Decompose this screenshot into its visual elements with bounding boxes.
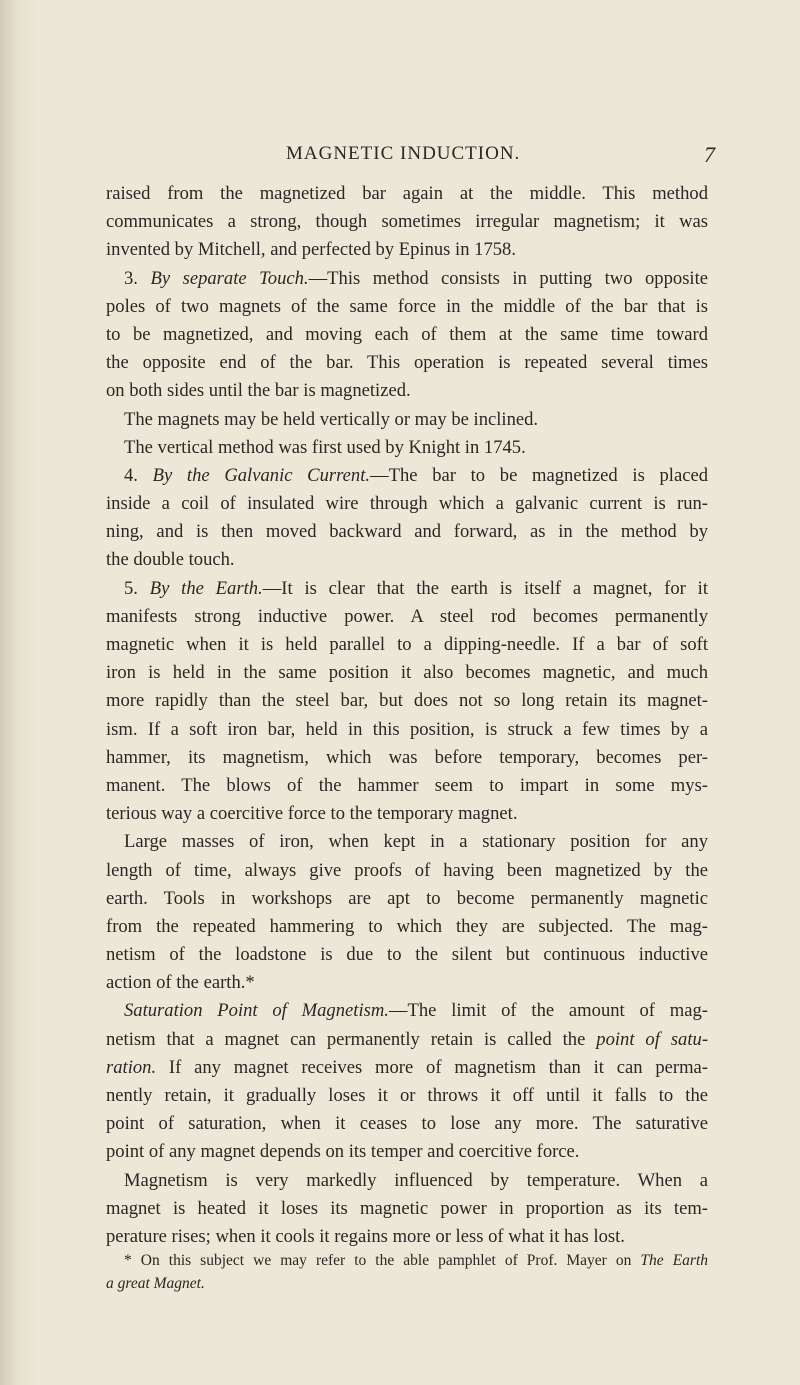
text-line: to be magnetized, and moving each of them at the same time toward [106, 323, 708, 345]
text-line: manent. The blows of the hammer seem to impart in some mys- [106, 774, 708, 796]
text-line: point of saturation, when it ceases to lose any more. The saturative [106, 1113, 708, 1135]
italic-phrase: By separate Touch. [150, 267, 309, 289]
text-line: netism that a magnet can permanently retain is called the point of satu- [106, 1028, 708, 1050]
text-line: perature rises; when it cools it regains more or less of what it has lost. [106, 1225, 625, 1247]
paragraph-separate-touch: 3. By separate Touch.—This method consists in putting two opposite [124, 267, 708, 289]
text-line: ning, and is then moved backward and forward, as in the method by [106, 521, 708, 543]
text-line: the opposite end of the bar. This operation is repeated several times [106, 352, 708, 374]
text-line: netism of the loadstone is due to the silent but continuous inductive [106, 944, 708, 966]
text-line: inside a coil of insulated wire through which a galvanic current is run- [106, 493, 708, 515]
text-line: the double touch. [106, 549, 235, 571]
text-line: on both sides until the bar is magnetized. [106, 380, 411, 402]
text-line: communicates a strong, though sometimes irregular magnetism; it was [106, 211, 708, 233]
text-line: poles of two magnets of the same force in the middle of the bar that is [106, 295, 708, 317]
paragraph-saturation-point: Saturation Point of Magnetism.—The limit of the amount of mag- [124, 1000, 708, 1022]
italic-phrase: point of satu- [596, 1028, 708, 1050]
running-title: MAGNETIC INDUCTION. [286, 143, 521, 164]
italic-phrase: a great Magnet. [106, 1275, 205, 1292]
italic-phrase: The Earth [640, 1252, 708, 1269]
running-head [286, 142, 716, 169]
italic-phrase: By the Earth. [149, 577, 263, 599]
page-number: 7 [704, 142, 716, 167]
italic-phrase: By the Galvanic Current. [152, 464, 371, 486]
body-text [106, 180, 708, 1251]
text-line: point of any magnet depends on its temper and coercitive force. [106, 1141, 580, 1163]
text-line: from the repeated hammering to which they are subjected. The mag- [106, 915, 708, 937]
text-line: manifests strong inductive power. A steel rod becomes permanently [106, 605, 708, 627]
text-line: hammer, its magnetism, which was before temporary, becomes per- [106, 746, 708, 768]
paragraph-temperature: Magnetism is very markedly influenced by temperature. When a [124, 1169, 708, 1191]
text-line: invented by Mitchell, and perfected by Epinus in 1758. [106, 239, 516, 261]
paragraph-galvanic-current: 4. By the Galvanic Current.—The bar to be magnetized is placed [124, 464, 708, 486]
text-line: The magnets may be held vertically or may be inclined. [124, 408, 539, 430]
text-line: earth. Tools in workshops are apt to become permanently magnetic [106, 887, 708, 909]
paragraph-large-masses: Large masses of iron, when kept in a stationary position for any [124, 831, 708, 853]
text-line: magnetic when it is held parallel to a dipping-needle. If a bar of soft [106, 634, 708, 655]
footnote-line [106, 1272, 708, 1295]
text-line: ism. If a soft iron bar, held in this position, is struck a few times by a [106, 718, 708, 740]
text-line: raised from the magnetized bar again at the middle. This method [106, 183, 708, 204]
footnote [106, 1249, 708, 1295]
italic-phrase: ration. [106, 1056, 157, 1078]
text-line: ration. If any magnet receives more of magnetism than it can perma- [106, 1056, 708, 1078]
text-line: more rapidly than the steel bar, but does not so long retain its magnet- [106, 690, 708, 712]
footnote-line: * On this subject we may refer to the able pamphlet of Prof. Mayer on The Earth [124, 1252, 708, 1269]
text-line: action of the earth.* [106, 972, 255, 994]
text-line: length of time, always give proofs of having been magnetized by the [106, 859, 708, 881]
italic-phrase: Saturation Point of Magnetism. [124, 1000, 389, 1022]
text-line: iron is held in the same position it also becomes magnetic, and much [106, 662, 708, 684]
paragraph-by-the-earth: 5. By the Earth.—It is clear that the earth is itself a magnet, for it [124, 577, 708, 599]
text-line: magnet is heated it loses its magnetic power in proportion as its tem- [106, 1197, 708, 1219]
text-line: nently retain, it gradually loses it or throws it off until it falls to the [106, 1085, 708, 1106]
text-line: The vertical method was first used by Knight in 1745. [124, 436, 526, 458]
text-line: terious way a coercitive force to the temporary magnet. [106, 803, 518, 825]
